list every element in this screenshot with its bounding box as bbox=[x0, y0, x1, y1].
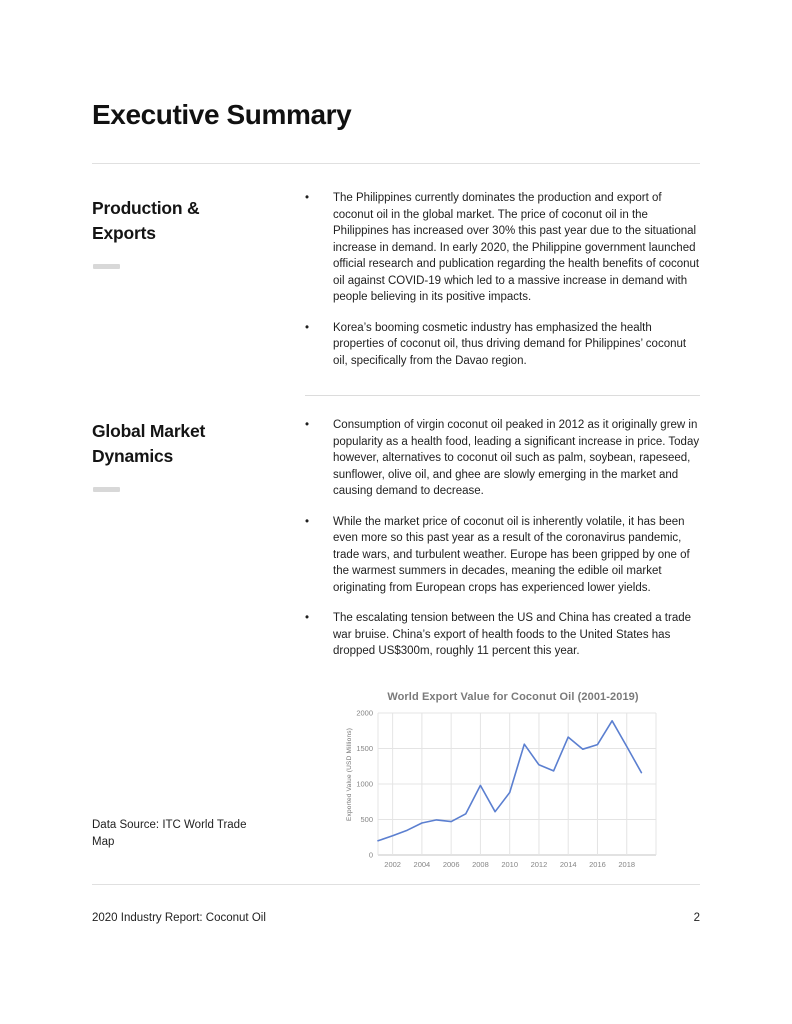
bullet-item bbox=[305, 514, 700, 597]
svg-text:2002: 2002 bbox=[384, 860, 401, 869]
svg-text:500: 500 bbox=[360, 815, 373, 824]
svg-text:0: 0 bbox=[368, 850, 373, 860]
bullet-text: Consumption of virgin coconut oil peaked in 2012 as it originally grew in popularity as a health food, leading a significant increase in price. Today however, alternatives to coconut oil such as palm, soybean, rapeseed, sunflower, olive oil, and ghee are slowly emerging in the market and causing demand to decrease. bbox=[333, 419, 700, 497]
footer-page-number: 2 bbox=[693, 912, 700, 924]
heading-underline-dash bbox=[93, 264, 120, 269]
top-divider bbox=[92, 163, 700, 164]
heading-underline-dash bbox=[93, 487, 120, 492]
bullet-text: The Philippines currently dominates the production and export of coconut oil in the global market. The price of coconut oil in the Philippines has increased over 30% this past year due to the situational increase in demand. In early 2020, the Philippine government launched official research and publication regarding the health benefits of coconut oil against COVID-19 which led to a massive increase in demand with people believing in its positive impacts. bbox=[333, 192, 700, 303]
svg-text:2010: 2010 bbox=[501, 860, 519, 869]
svg-text:2012: 2012 bbox=[530, 860, 548, 869]
data-source-note: Data Source: ITC World Trade Map bbox=[92, 819, 247, 848]
bullet-item bbox=[305, 417, 700, 500]
section-divider bbox=[305, 395, 700, 396]
svg-text:2006: 2006 bbox=[442, 860, 460, 869]
svg-text:1500: 1500 bbox=[356, 744, 373, 753]
svg-text:2008: 2008 bbox=[472, 860, 489, 869]
chart-y-axis-label: Exported Value (USD Millions) bbox=[346, 727, 353, 821]
section-heading-production-exports: Production & Exports bbox=[92, 198, 200, 243]
svg-text:1000: 1000 bbox=[356, 779, 373, 789]
bullet-list-global-market-dynamics bbox=[305, 417, 700, 674]
bullet-text: The escalating tension between the US and China has created a trade war bruise. China’s export of health foods to the United States has dropped US$300m, roughly 11 percent this year. bbox=[333, 612, 692, 657]
svg-text:2018: 2018 bbox=[618, 860, 636, 869]
chart-canvas bbox=[343, 707, 665, 875]
bullet-item bbox=[305, 190, 700, 306]
bullet-marker: • bbox=[305, 192, 310, 204]
svg-text:2004: 2004 bbox=[413, 860, 431, 869]
bullet-text: While the market price of coconut oil is inherently volatile, it has been even more so this past year as a result of the coronavirus pandemic, trade wars, and turbulent weather. Europe has been gripped by one of the warmest summers in decades, meaning the edible oil market originating from European crops has experienced lower yields. bbox=[333, 515, 690, 594]
bullet-marker: • bbox=[305, 419, 310, 431]
footer-divider bbox=[92, 884, 700, 885]
svg-text:2000: 2000 bbox=[356, 708, 373, 718]
bullet-marker: • bbox=[305, 612, 310, 624]
chart-plot-area bbox=[343, 707, 665, 875]
bullet-item bbox=[305, 320, 700, 370]
bullet-marker: • bbox=[305, 321, 310, 334]
section-heading-global-market-dynamics: Global Market Dynamics bbox=[92, 421, 206, 466]
export-value-line-chart bbox=[343, 691, 665, 877]
footer-report-title: 2020 Industry Report: Coconut Oil bbox=[92, 912, 266, 924]
chart-title: World Export Value for Coconut Oil (2001-2019) bbox=[387, 691, 639, 703]
page-title: Executive Summary bbox=[92, 99, 352, 130]
bullet-text: Korea’s booming cosmetic industry has emphasized the health properties of coconut oil, thus driving demand for Philippines’ coconut oil, specifically from the Davao region. bbox=[333, 321, 687, 367]
svg-text:2016: 2016 bbox=[589, 860, 606, 869]
bullet-marker: • bbox=[305, 515, 310, 528]
svg-text:2014: 2014 bbox=[559, 860, 577, 869]
bullet-item bbox=[305, 610, 700, 660]
bullet-list-production-exports bbox=[305, 190, 700, 383]
